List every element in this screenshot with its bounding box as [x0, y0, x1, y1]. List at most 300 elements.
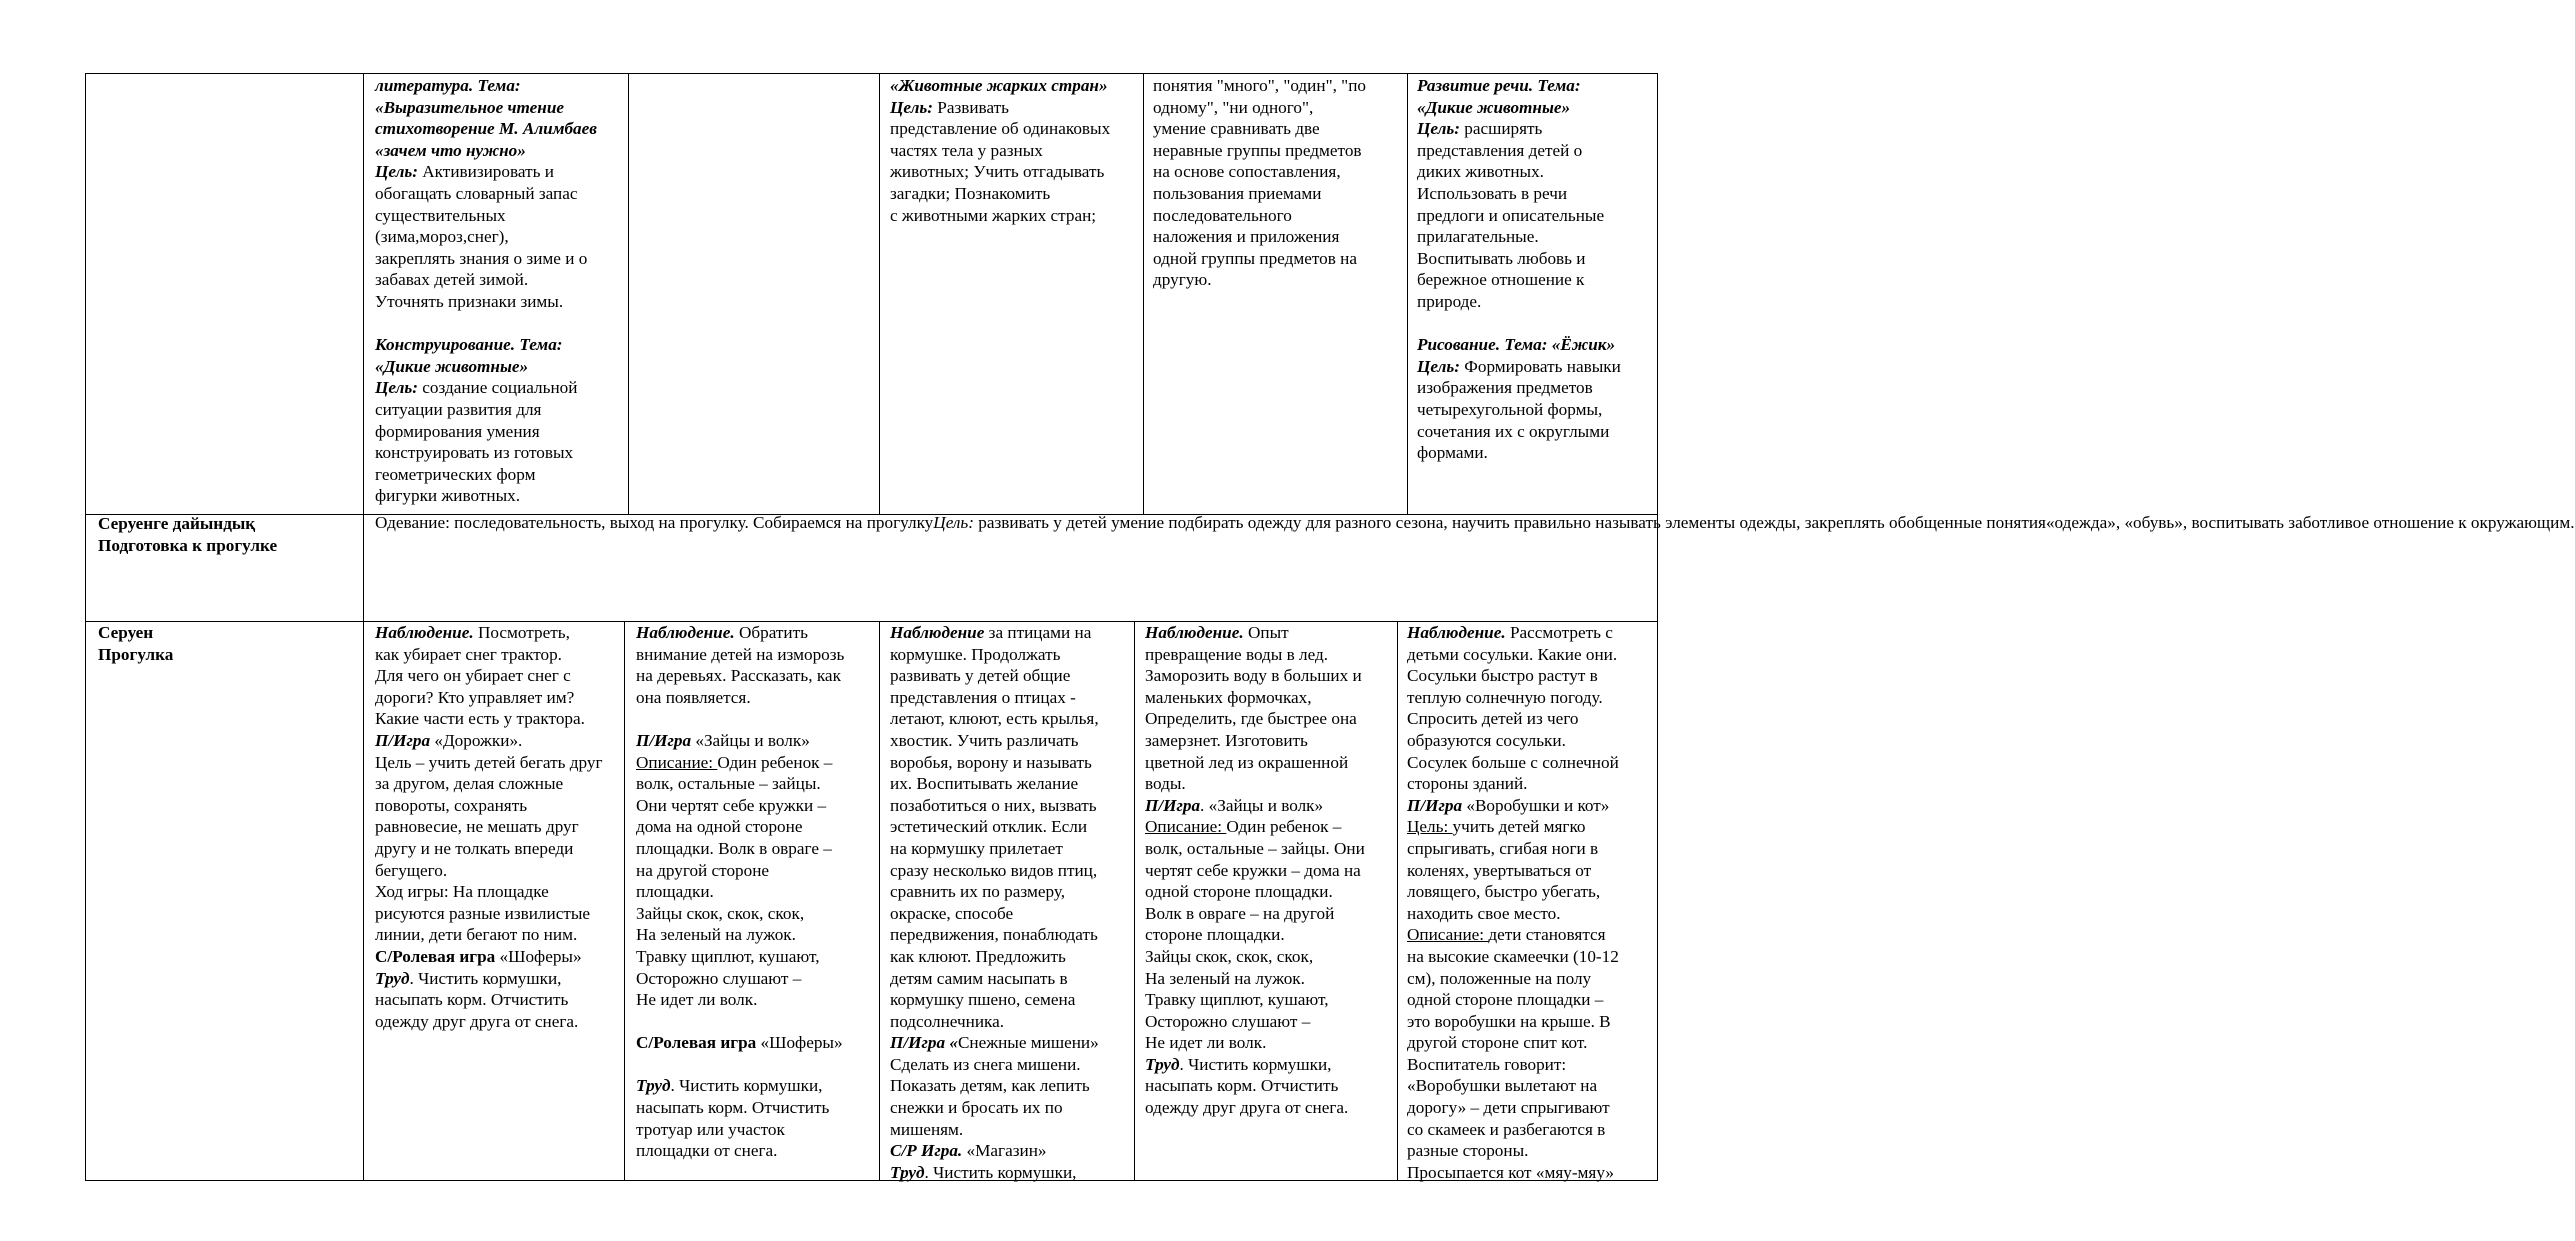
walk-cell-col2 [375, 622, 621, 1032]
text-run: ситуации развития для [375, 399, 542, 419]
text-run: «Зайцы и волк» [695, 730, 810, 750]
text-line [1407, 1119, 1655, 1141]
text-run: фигурки животных. [375, 486, 521, 506]
text-run: формирования умения [375, 421, 540, 441]
text-run: повороты, сохранять [375, 795, 528, 815]
text-line [1145, 860, 1395, 882]
text-run: на кормушку прилетает [890, 838, 1063, 858]
text-run: Цель: [890, 97, 938, 117]
text-line [636, 730, 876, 752]
text-run: на основе сопоставления, [1153, 162, 1341, 182]
text-line [375, 903, 621, 925]
text-line [375, 442, 625, 464]
text-run: Наблюдение [890, 623, 989, 642]
text-line [890, 708, 1132, 730]
text-line [636, 644, 876, 666]
text-line [1407, 1075, 1655, 1097]
text-line [1407, 968, 1655, 990]
text-run: Собираемся на прогулку [748, 513, 934, 532]
text-run: П/Игра « [890, 1033, 958, 1053]
text-run: Труд [636, 1076, 671, 1096]
text-line [890, 924, 1132, 946]
text-run: . Чистить кормушки, [1179, 1054, 1332, 1074]
text-run: площадки. Волк в овраге – [636, 838, 832, 858]
text-run: Осторожно слушают – [636, 968, 802, 988]
text-line [636, 1097, 876, 1119]
text-run: Зайцы скок, скок, скок, [636, 903, 805, 923]
text-run: Осторожно слушают – [1145, 1011, 1311, 1031]
text-run: Воспитывать любовь и [1417, 248, 1586, 268]
text-run: понятия "много", "один", "по [1153, 76, 1366, 95]
walk-cell-col5 [1145, 622, 1395, 1119]
text-run: бережное отношение к [1417, 270, 1585, 290]
text-run: Труд [890, 1162, 925, 1182]
text-line [636, 860, 876, 882]
text-run: подсолнечника. [890, 1011, 1005, 1031]
text-run: Развитие речи. Тема: [1417, 76, 1581, 95]
text-line [1407, 816, 1655, 838]
text-run: П/Игра [1407, 795, 1467, 815]
text-run: волк, остальные – зайцы. [636, 774, 821, 794]
text-run: окраске, способе [890, 903, 1014, 923]
text-line [1407, 795, 1655, 817]
text-run: представление об одинаковых [890, 119, 1111, 139]
text-line [375, 989, 621, 1011]
text-line [1407, 687, 1655, 709]
text-line [1145, 881, 1395, 903]
text-run: маленьких формочках, [1145, 687, 1312, 707]
text-run: другую. [1153, 270, 1212, 290]
text-run: стороне площадки. [1145, 925, 1285, 945]
text-line [636, 1140, 876, 1162]
text-line [1145, 730, 1395, 752]
text-line [636, 687, 876, 709]
text-run: Зайцы скок, скок, скок, [1145, 946, 1314, 966]
text-run: Цель: [933, 513, 979, 532]
text-line [636, 665, 876, 687]
text-line [636, 1011, 876, 1033]
text-line [636, 816, 876, 838]
text-run: Цель: [1417, 356, 1465, 376]
table-right-border [1657, 73, 1658, 1181]
text-line [1153, 75, 1403, 97]
text-line [1407, 881, 1655, 903]
text-line [1145, 989, 1395, 1011]
text-line [375, 377, 625, 399]
text-run: площадки от снега. [636, 1141, 778, 1161]
text-run: одной стороне площадки. [1145, 882, 1333, 902]
text-line [1407, 1011, 1655, 1033]
text-line [636, 1032, 876, 1054]
text-run: С/Р Игра. [890, 1141, 967, 1161]
text-run: за птицами на [988, 623, 1092, 642]
text-line [890, 752, 1132, 774]
walk-preparation-label [98, 513, 358, 556]
text-line [1407, 644, 1655, 666]
text-line [1407, 903, 1655, 925]
text-line [636, 622, 876, 644]
text-run: наложения и приложения [1153, 227, 1340, 247]
text-run: Снежные мишени» [957, 1033, 1099, 1053]
column-divider [1407, 73, 1408, 514]
text-line [1153, 205, 1403, 227]
table-left-border [85, 73, 86, 1181]
text-run: Ход игры: На площадке [375, 882, 549, 902]
text-run: Обратить [738, 623, 808, 642]
text-run: «зачем что нужно» [375, 140, 526, 160]
text-line [890, 140, 1140, 162]
text-line [636, 989, 876, 1011]
text-run: «Шоферы» [499, 946, 582, 966]
text-line [1145, 708, 1395, 730]
text-run: с животными жарких стран; [890, 205, 1097, 225]
text-line [375, 399, 625, 421]
text-run: Описание: [1407, 925, 1489, 945]
text-line [890, 903, 1132, 925]
text-run: образуются сосульки. [1407, 730, 1566, 750]
text-line [1145, 773, 1395, 795]
text-line [1417, 269, 1655, 291]
text-run: Описание: [1145, 817, 1227, 837]
text-run: Цель: [375, 378, 423, 398]
text-line [636, 946, 876, 968]
text-line [890, 665, 1132, 687]
text-line [1145, 924, 1395, 946]
text-line [1153, 248, 1403, 270]
text-run: Цель: [375, 162, 423, 182]
text-line [375, 622, 621, 644]
text-run: тротуар или участок [636, 1119, 785, 1139]
text-run: Труд [1145, 1054, 1180, 1074]
text-line [1407, 730, 1655, 752]
text-run: кормушку пшено, семена [890, 990, 1076, 1010]
text-run: насыпать корм. Отчистить [636, 1098, 830, 1118]
text-run: учить детей мягко [1452, 817, 1586, 837]
text-run: литература. Тема: [375, 76, 521, 95]
text-run: Рассмотреть с [1509, 623, 1613, 642]
text-line [636, 752, 876, 774]
text-run: Цель: [1407, 817, 1453, 837]
text-run: С/Ролевая игра [636, 1033, 761, 1053]
text-run: Наблюдение. [636, 623, 739, 642]
text-run: «одежда», «обувь», воспитывать заботливое отношение к окружающим. [2045, 513, 2575, 532]
text-line [636, 1075, 876, 1097]
text-run: Спросить детей из чего [1407, 709, 1579, 729]
text-line [1417, 442, 1655, 464]
text-line [1407, 1054, 1655, 1076]
text-line [2046, 513, 2575, 532]
text-run: животных; Учить отгадывать [890, 162, 1105, 182]
text-run: «Дикие животные» [375, 356, 529, 376]
text-line [1407, 773, 1655, 795]
text-line [1145, 838, 1395, 860]
text-line [1407, 752, 1655, 774]
text-run: одежду друг друга от снега. [375, 1011, 579, 1031]
text-line [890, 989, 1132, 1011]
text-run: на высокие скамеечки (10-12 [1407, 946, 1619, 966]
text-line [375, 464, 625, 486]
text-line [1145, 752, 1395, 774]
text-line [1145, 903, 1395, 925]
text-line [890, 730, 1132, 752]
activities-cell-col2 [375, 75, 625, 507]
column-divider [628, 73, 629, 514]
text-run: коленях, увертываться от [1407, 860, 1592, 880]
text-run: закреплять знания о зиме и о [375, 248, 588, 268]
text-line [375, 269, 625, 291]
text-line [1417, 75, 1655, 97]
text-run: расширять [1464, 119, 1543, 139]
text-run: . Чистить кормушки, [409, 968, 562, 988]
text-line [890, 205, 1140, 227]
text-run: неравные группы предметов [1153, 140, 1362, 160]
text-line [890, 687, 1132, 709]
walk-label [98, 622, 358, 665]
text-run: одной группы предметов на [1153, 248, 1357, 268]
text-line [890, 1140, 1132, 1162]
text-run: «Дорожки». [434, 730, 523, 750]
text-run: сочетания их с округлыми [1417, 421, 1610, 441]
column-divider [1134, 621, 1135, 1180]
text-line [375, 752, 621, 774]
text-run: представления о птицах - [890, 687, 1076, 707]
text-run: замерзнет. Изготовить [1145, 730, 1308, 750]
text-line [1417, 334, 1655, 356]
text-run: теплую солнечную погоду. [1407, 687, 1603, 707]
text-run: дети становятся [1488, 925, 1606, 945]
text-line [1407, 860, 1655, 882]
text-run: как убирает снег трактор. [375, 644, 562, 664]
text-run: Один ребенок – [717, 752, 833, 772]
text-line [1407, 622, 1655, 644]
text-line [375, 773, 621, 795]
text-line [375, 644, 621, 666]
text-run: Сосульки быстро растут в [1407, 666, 1598, 686]
text-line [375, 97, 625, 119]
text-line [890, 1162, 1132, 1184]
text-run: на деревьях. Рассказать, как [636, 666, 841, 686]
text-line [375, 687, 621, 709]
text-run: дорогу» – дети спрыгивают [1407, 1098, 1610, 1118]
text-run: детьми сосульки. Какие они. [1407, 644, 1618, 664]
text-run: Формировать навыки [1464, 356, 1621, 376]
text-run: насыпать корм. Отчистить [1145, 1076, 1339, 1096]
walk-cell-col6 [1407, 622, 1655, 1183]
text-line [1145, 1097, 1395, 1119]
text-run: существительных [375, 205, 506, 225]
text-line [1407, 665, 1655, 687]
text-run: конструировать из готовых [375, 443, 574, 463]
text-line [890, 1032, 1132, 1054]
text-run: создание социальной [422, 378, 578, 398]
text-run: природе. [1417, 291, 1482, 311]
text-line [375, 860, 621, 882]
text-run: прилагательные. [1417, 227, 1539, 247]
text-run: Наблюдение. [1407, 623, 1510, 642]
text-line [1417, 291, 1655, 313]
text-line [1145, 622, 1395, 644]
text-line [375, 513, 749, 532]
text-line [890, 795, 1132, 817]
text-line [375, 291, 625, 313]
text-line [1417, 140, 1655, 162]
text-line [1145, 795, 1395, 817]
text-run: стихотворение М. Алимбаев [375, 119, 597, 139]
text-run: С/Ролевая игра [375, 946, 500, 966]
text-run: разные стороны. [1407, 1141, 1529, 1161]
activities-cell-col5 [1153, 75, 1403, 291]
text-line [890, 1054, 1132, 1076]
text-run: равновесие, не мешать друг [375, 817, 579, 837]
text-line [375, 665, 621, 687]
text-line [1407, 708, 1655, 730]
text-line [375, 946, 621, 968]
text-line [636, 968, 876, 990]
text-line [1407, 838, 1655, 860]
text-line [1417, 248, 1655, 270]
text-run: превращение воды в лед. [1145, 644, 1329, 664]
text-line [1407, 924, 1655, 946]
text-line [1153, 140, 1403, 162]
text-line [1407, 989, 1655, 1011]
text-run: «Дикие животные» [1417, 97, 1571, 117]
text-run: . Чистить кормушки, [670, 1076, 823, 1096]
text-line [375, 334, 625, 356]
text-run: Труд [375, 968, 410, 988]
text-run: Цель – учить детей бегать друг [375, 752, 603, 772]
text-line [375, 924, 621, 946]
text-run: загадки; Познакомить [890, 183, 1051, 203]
text-run: Уточнять признаки зимы. [375, 291, 564, 311]
text-run: Серуенге дайындық [98, 514, 256, 533]
text-run: передвижения, понаблюдать [890, 925, 1098, 945]
text-run: чертят себе кружки – дома на [1145, 860, 1361, 880]
text-run: Серуен [98, 623, 154, 642]
text-line [636, 708, 876, 730]
text-run: На зеленый на лужок. [1145, 968, 1305, 988]
walk-cell-col4 [890, 622, 1132, 1183]
text-run: П/Игра [375, 730, 435, 750]
text-run: развивать у детей общие [890, 666, 1071, 686]
text-run: летают, клюют, есть крылья, [890, 709, 1099, 729]
text-line [890, 968, 1132, 990]
text-run: П/Игра [1145, 795, 1201, 815]
text-line [1145, 946, 1395, 968]
text-line [375, 1011, 621, 1033]
text-line [1153, 183, 1403, 205]
text-run: сразу несколько видов птиц, [890, 860, 1098, 880]
text-run: Конструирование. Тема: [375, 335, 563, 355]
text-line [1145, 1075, 1395, 1097]
text-line [1417, 377, 1655, 399]
text-line [1145, 1011, 1395, 1033]
text-line [1417, 313, 1655, 335]
text-run: позаботиться о них, вызвать [890, 795, 1097, 815]
text-run: находить свое место. [1407, 903, 1561, 923]
activities-cell-col4 [890, 75, 1140, 226]
text-run: «Воробушки и кот» [1466, 795, 1610, 815]
text-line [98, 535, 358, 557]
text-run: Не идет ли волк. [636, 990, 758, 1010]
text-line [636, 773, 876, 795]
text-run: их. Воспитывать желание [890, 774, 1079, 794]
text-run: она появляется. [636, 687, 751, 707]
text-run: эстетический отклик. Если [890, 817, 1088, 837]
text-line [1145, 816, 1395, 838]
text-run: Один ребенок – [1226, 817, 1342, 837]
text-run: ловящего, быстро убегать, [1407, 882, 1601, 902]
table-top-border [85, 73, 1658, 74]
text-line [636, 1054, 876, 1076]
text-run: как клюют. Предложить [890, 946, 1066, 966]
text-run: пользования приемами [1153, 183, 1322, 203]
text-run: за другом, делая сложные [375, 774, 564, 794]
text-line [1153, 118, 1403, 140]
text-line [933, 513, 2046, 532]
text-line [1417, 183, 1655, 205]
text-run: сравнить их по размеру, [890, 882, 1065, 902]
text-line [890, 161, 1140, 183]
text-run: . «Зайцы и волк» [1200, 795, 1324, 815]
text-run: см), положенные на полу [1407, 968, 1592, 988]
text-run: дома на одной стороне [636, 817, 803, 837]
text-run: Подготовка к прогулке [98, 535, 278, 555]
text-run: насыпать корм. Отчистить [375, 990, 569, 1010]
text-line [636, 903, 876, 925]
text-run: другу и не толкать впереди [375, 838, 574, 858]
text-line [375, 816, 621, 838]
text-line [375, 161, 625, 183]
text-line [636, 881, 876, 903]
text-line [375, 968, 621, 990]
text-run: Травку щиплют, кушают, [1145, 990, 1329, 1010]
text-line [1145, 1054, 1395, 1076]
text-line [1407, 946, 1655, 968]
text-line [375, 248, 625, 270]
text-run: цветной лед из окрашенной [1145, 752, 1349, 772]
text-run: Для чего он убирает снег с [375, 666, 571, 686]
text-line [890, 622, 1132, 644]
text-run: умение сравнивать две [1153, 119, 1320, 139]
text-run: мишеням. [890, 1119, 964, 1139]
text-line [890, 1097, 1132, 1119]
text-run: «Магазин» [966, 1141, 1047, 1161]
text-line [1153, 161, 1403, 183]
text-line [375, 881, 621, 903]
text-run: кормушке. Продолжать [890, 644, 1061, 664]
text-line [890, 860, 1132, 882]
text-run: Определить, где быстрее она [1145, 709, 1357, 729]
text-line [1153, 97, 1403, 119]
text-line [1145, 1032, 1395, 1054]
text-run: Использовать в речи [1417, 183, 1568, 203]
text-line [98, 513, 358, 535]
text-line [890, 1119, 1132, 1141]
text-run: одной стороне площадки – [1407, 990, 1604, 1010]
walk-preparation-content [375, 511, 2575, 534]
text-line [890, 816, 1132, 838]
text-line [375, 795, 621, 817]
text-run: Сосулек больше с солнечной [1407, 752, 1619, 772]
text-line [890, 183, 1140, 205]
text-line [1145, 968, 1395, 990]
text-run: это воробушки на крыше. В [1407, 1011, 1611, 1031]
text-run: площадки. [636, 882, 714, 902]
text-line [375, 708, 621, 730]
text-run: П/Игра [636, 730, 696, 750]
text-run: Наблюдение. [375, 623, 478, 642]
text-run: «Животные жарких стран» [890, 76, 1108, 95]
